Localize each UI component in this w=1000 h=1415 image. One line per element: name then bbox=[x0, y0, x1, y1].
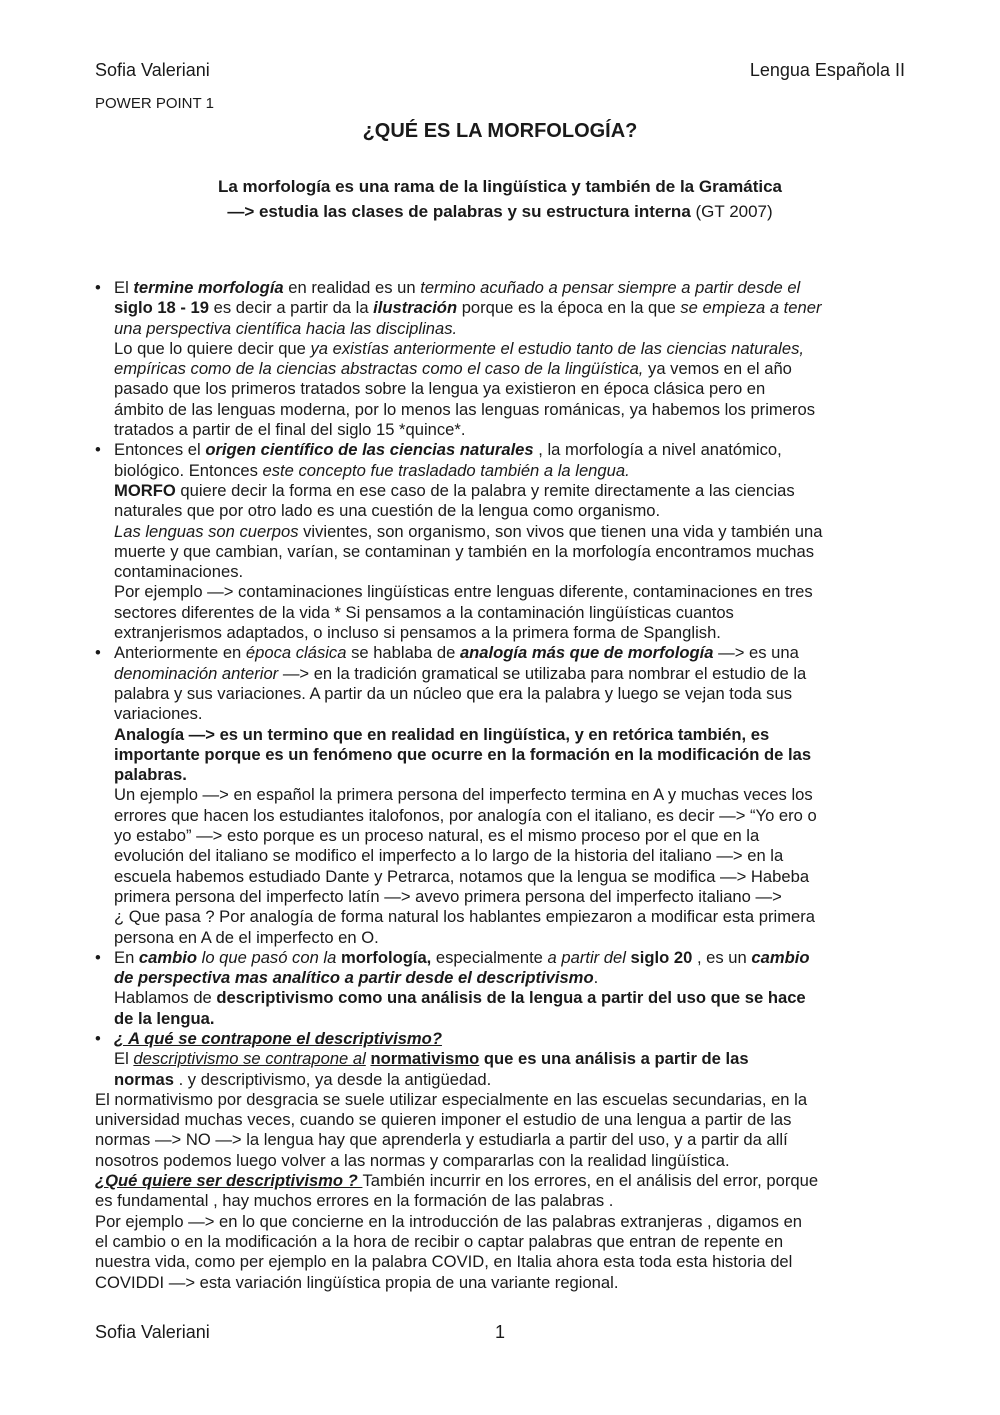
text-run: variaciones. bbox=[114, 704, 203, 724]
text-run: —> en la tradición gramatical se utilizaba para nombrar el estudio de la bbox=[278, 663, 807, 683]
text-line bbox=[95, 1151, 915, 1171]
text-line bbox=[95, 887, 915, 907]
text-run: quiere decir la forma en ese caso de la palabra y remite directamente a las ciencias bbox=[175, 480, 795, 500]
text-line bbox=[95, 298, 915, 318]
text-run: ¿Qué quiere ser descriptivismo ? bbox=[95, 1171, 363, 1191]
bullet-icon: • bbox=[95, 278, 101, 297]
text-run: cambio bbox=[138, 947, 198, 967]
text-run: porque es la época en la que bbox=[457, 298, 681, 318]
text-line bbox=[95, 1191, 915, 1211]
text-run: Entonces el bbox=[114, 440, 206, 460]
text-run: normas —> NO —> la lengua hay que aprenderla y estudiarla a partir del uso, y a partir da allí bbox=[95, 1130, 788, 1150]
text-run: época clásica bbox=[245, 643, 347, 663]
text-run: El normativismo por desgracia se suele utilizar especialmente en las escuelas secundarias, en la bbox=[95, 1089, 808, 1109]
text-run: Por ejemplo —> en lo que concierne en la introducción de las palabras extranjeras , digamos en bbox=[95, 1211, 803, 1231]
text-line bbox=[95, 1110, 915, 1130]
page-title: ¿QUÉ ES LA MORFOLOGÍA? bbox=[362, 120, 638, 142]
text-run: universidad muchas veces, cuando se quieren imponer el estudio de una lengua a partir de las bbox=[95, 1110, 792, 1130]
text-line bbox=[95, 319, 915, 339]
text-run: ya existías anteriormente el estudio tanto de las ciencias naturales, bbox=[310, 338, 804, 358]
text-line bbox=[95, 1252, 915, 1272]
text-run: pasado que los primeros tratados sobre la lengua ya existieron en época clásica pero en bbox=[114, 379, 766, 399]
intro-line-2-rest: (GT 2007) bbox=[690, 202, 773, 221]
text-run: —> es una bbox=[713, 643, 799, 663]
text-run: ilustración bbox=[373, 298, 458, 318]
text-line bbox=[95, 562, 915, 582]
text-run: es decir a partir da la bbox=[209, 298, 374, 318]
text-run: denominación anterior bbox=[114, 663, 279, 683]
text-line bbox=[95, 461, 915, 481]
footer-author: Sofia Valeriani bbox=[95, 1322, 210, 1342]
text-run: yo estabo” —> esto porque es un proceso natural, es el mismo proceso por el que en la bbox=[114, 826, 760, 846]
text-run: especialmente bbox=[431, 947, 548, 967]
text-run: Anteriormente en bbox=[114, 643, 246, 663]
text-line bbox=[95, 603, 915, 623]
text-line bbox=[95, 806, 915, 826]
text-run: Analogía —> es un termino que en realidad en lingüística, y en retórica también, es bbox=[114, 724, 770, 744]
header-course: Lengua Española II bbox=[749, 60, 905, 80]
text-run: en realidad es un bbox=[283, 278, 421, 297]
header-label: POWER POINT 1 bbox=[95, 95, 214, 112]
text-run: descriptivismo como una análisis de la lengua a partir del uso que se hace bbox=[216, 988, 806, 1008]
text-line bbox=[95, 379, 915, 399]
text-line bbox=[95, 1171, 915, 1191]
text-line bbox=[95, 522, 915, 542]
text-run: El bbox=[114, 1049, 134, 1069]
text-run: tratados a partir de el final del siglo 15 *quince*. bbox=[114, 420, 466, 440]
text-run: MORFO bbox=[114, 480, 176, 500]
text-line bbox=[95, 1273, 915, 1293]
text-run: descriptivismo se contrapone al bbox=[133, 1049, 366, 1069]
text-run: siglo 20 bbox=[630, 947, 693, 967]
text-run: siglo 18 - 19 bbox=[114, 298, 209, 318]
text-line bbox=[95, 725, 915, 745]
text-run: , la morfología a nivel anatómico, bbox=[533, 440, 782, 460]
bullet-icon: • bbox=[95, 1028, 101, 1048]
text-run: morfología, bbox=[340, 947, 432, 967]
text-line bbox=[95, 907, 915, 927]
text-run: palabras. bbox=[114, 765, 187, 785]
text-line bbox=[95, 664, 915, 684]
text-run: persona en A de el imperfecto en O. bbox=[114, 927, 379, 947]
text-run: También incurrir en los errores, en el análisis del error, porque bbox=[362, 1171, 819, 1191]
text-line bbox=[95, 481, 915, 501]
text-run: a partir del bbox=[547, 947, 631, 967]
text-run: que es una análisis a partir de las bbox=[479, 1049, 749, 1069]
text-line bbox=[95, 1130, 915, 1150]
text-line bbox=[95, 623, 915, 643]
text-line bbox=[95, 1232, 915, 1252]
text-line bbox=[95, 988, 915, 1008]
text-run: normativismo bbox=[370, 1049, 480, 1069]
text-run: primera persona del imperfecto latín —> avevo primera persona del imperfecto italiano —> bbox=[114, 886, 782, 906]
text-run: de perspectiva mas analítico a partir desde el descriptivismo bbox=[114, 968, 594, 988]
text-run: Hablamos de bbox=[114, 988, 217, 1008]
text-line bbox=[95, 1090, 915, 1110]
text-line bbox=[95, 359, 915, 379]
text-run: cambio bbox=[751, 947, 810, 967]
text-run: ámbito de las lenguas moderna, por lo menos las lenguas románicas, ya habemos los primeros bbox=[114, 399, 815, 419]
text-line bbox=[95, 785, 915, 805]
text-line bbox=[95, 684, 915, 704]
text-line bbox=[95, 704, 915, 724]
intro-line-1: La morfología es una rama de la lingüística y también de la Gramática bbox=[217, 177, 782, 196]
text-run: biológico. Entonces bbox=[114, 460, 263, 480]
text-run: nuestra vida, como per ejemplo en la palabra COVID, en Italia ahora esta toda esta historia del bbox=[95, 1252, 793, 1272]
text-line bbox=[95, 420, 915, 440]
text-line bbox=[95, 339, 915, 359]
text-run: es fundamental , hay muchos errores en la formación de las palabras . bbox=[95, 1191, 614, 1211]
text-run: errores que hacen los estudiantes italofonos, por analogía con el italiano, es decir —> “Yo ero o bbox=[114, 805, 817, 825]
text-run: se empieza a tener bbox=[680, 298, 822, 318]
text-run: ¿ A qué se contrapone el descriptivismo? bbox=[114, 1028, 442, 1048]
text-line bbox=[95, 867, 915, 887]
text-line bbox=[95, 765, 915, 785]
document-body bbox=[95, 278, 915, 1293]
text-line bbox=[95, 1049, 915, 1069]
text-line bbox=[95, 400, 915, 420]
header-author: Sofia Valeriani bbox=[95, 60, 210, 80]
text-run: normas bbox=[114, 1069, 174, 1089]
text-run: COVIDDI —> esta variación lingüística propia de una variante regional. bbox=[95, 1272, 619, 1292]
text-run: naturales que por otro lado es una cuestión de la lengua como organismo. bbox=[114, 501, 661, 521]
text-line bbox=[95, 846, 915, 866]
text-run: vivientes, son organismo, son vivos que tienen una vida y también una bbox=[298, 521, 823, 541]
text-line bbox=[95, 745, 915, 765]
text-run: nosotros podemos luego volver a las normas y compararlas con la realidad lingüística. bbox=[95, 1150, 730, 1170]
text-run: este concepto fue trasladado también a la lengua. bbox=[262, 460, 630, 480]
text-run: una perspectiva científica hacia las disciplinas. bbox=[114, 318, 458, 338]
bullet-icon: • bbox=[95, 440, 101, 460]
text-run: Las lenguas son cuerpos bbox=[114, 521, 299, 541]
text-run: . y descriptivismo, ya desde la antigüedad. bbox=[173, 1069, 492, 1089]
text-line bbox=[95, 968, 915, 988]
page-number: 1 bbox=[495, 1322, 506, 1342]
text-line bbox=[95, 928, 915, 948]
text-run: termine morfología bbox=[133, 278, 284, 297]
text-line bbox=[95, 582, 915, 602]
bullet-icon: • bbox=[95, 947, 101, 967]
intro-line-2 bbox=[0, 202, 1000, 222]
text-line bbox=[95, 501, 915, 521]
text-run: , es un bbox=[692, 947, 752, 967]
text-line bbox=[95, 1070, 915, 1090]
text-run: evolución del italiano se modifico el imperfecto a lo largo de la historia del italiano —> en la bbox=[114, 846, 784, 866]
bullet-line bbox=[95, 948, 915, 968]
text-run: extranjerismos adaptados, o incluso si pensamos a la primera forma de Spanglish. bbox=[114, 623, 721, 643]
text-run: se hablaba de bbox=[346, 643, 460, 663]
text-run: muerte y que cambian, varían, se contaminan y también en la morfología encontramos muchas bbox=[114, 541, 815, 561]
text-run: . bbox=[593, 968, 599, 988]
text-run: empíricas como de la ciencias abstractas como el caso de la lingüística, bbox=[114, 359, 644, 379]
text-run: sectores diferentes de la vida * Si pensamos a la contaminación lingüísticas cuantos bbox=[114, 602, 734, 622]
text-line bbox=[95, 1212, 915, 1232]
text-run: de la lengua. bbox=[114, 1008, 215, 1028]
bullet-icon: • bbox=[95, 643, 101, 663]
text-run: ¿ Que pasa ? Por analogía de forma natural los hablantes empiezaron a modificar esta primera bbox=[114, 907, 816, 927]
text-run: El bbox=[114, 278, 134, 297]
text-run: analogía más que de morfología bbox=[459, 643, 714, 663]
text-run: Un ejemplo —> en español la primera persona del imperfecto termina en A y muchas veces los bbox=[114, 785, 813, 805]
text-run: el cambio o en la modificación a la hora de recibir o captar palabras que entran de repente en bbox=[95, 1231, 784, 1251]
text-run: contaminaciones. bbox=[114, 562, 244, 582]
text-line bbox=[95, 542, 915, 562]
text-run: escuela habemos estudiado Dante y Petrarca, notamos que la lengua se modifica —> Habeba bbox=[114, 866, 810, 886]
bullet-line bbox=[95, 643, 915, 663]
text-line bbox=[95, 1009, 915, 1029]
text-run: palabra y sus variaciones. A partir da un núcleo que era la palabra y luego se vejan toda sus bbox=[114, 683, 793, 703]
bullet-line bbox=[95, 278, 915, 298]
text-run: origen científico de las ciencias naturales bbox=[205, 440, 534, 460]
bullet-line bbox=[95, 1029, 915, 1049]
bullet-line bbox=[95, 440, 915, 460]
text-run: En bbox=[114, 947, 139, 967]
text-line bbox=[95, 826, 915, 846]
intro-line-2-bold: —> estudia las clases de palabras y su estructura interna bbox=[227, 202, 691, 221]
text-run: termino acuñado a pensar siempre a partir desde el bbox=[420, 278, 801, 297]
text-run: Por ejemplo —> contaminaciones lingüísticas entre lenguas diferente, contaminaciones en tres bbox=[114, 582, 813, 602]
text-run: ya vemos en el año bbox=[643, 359, 792, 379]
text-run: importante porque es un fenómeno que ocurre en la formación en la modificación de las bbox=[114, 744, 812, 764]
text-run: Lo que lo quiere decir que bbox=[114, 338, 311, 358]
text-run: lo que pasó con la bbox=[197, 947, 341, 967]
